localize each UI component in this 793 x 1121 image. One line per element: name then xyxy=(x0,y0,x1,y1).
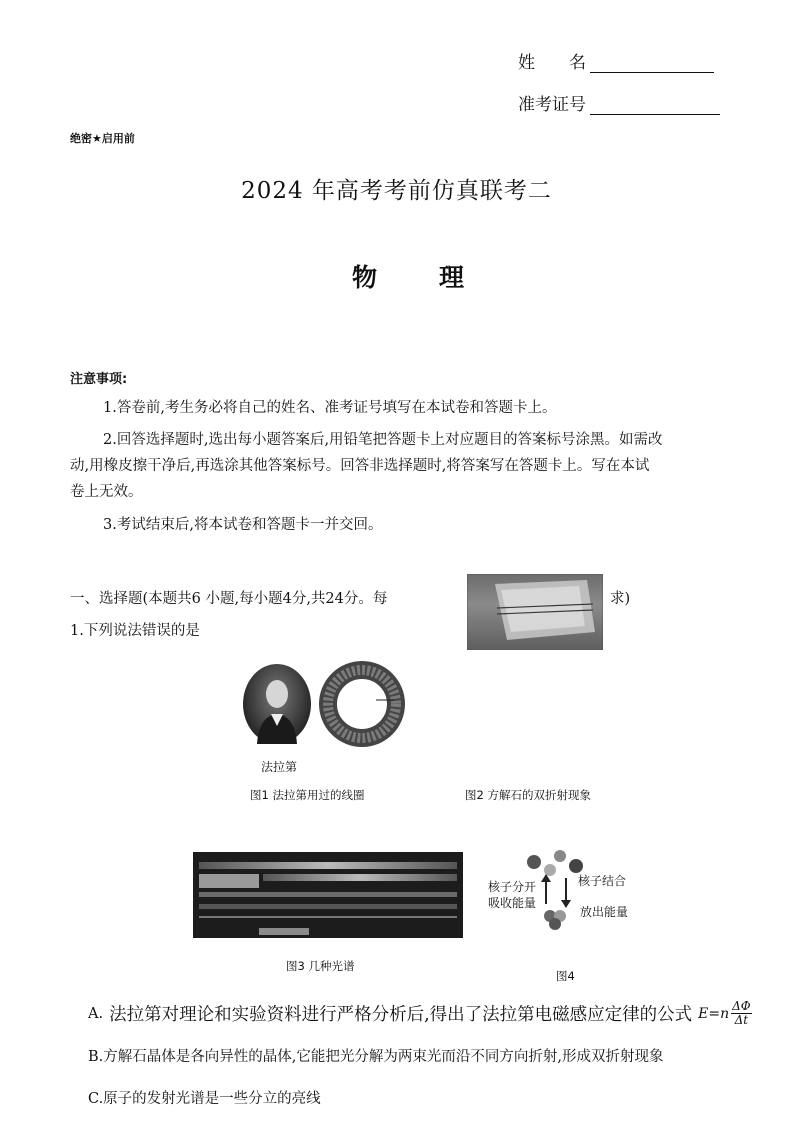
option-b: B.方解石晶体是各向异性的晶体,它能把光分解为两束光而沿不同方向折射,形成双折射现象 xyxy=(88,1049,664,1065)
notice-item-2-line-3: 卷上无效。 xyxy=(70,484,143,500)
calcite-photo xyxy=(467,574,603,650)
exam-title: 2024 年高考考前仿真联考二 xyxy=(241,178,552,204)
notice-item-2-line-1: 2.回答选择题时,选出每小题答案后,用铅笔把答题卡上对应题目的答案标号涂黑。如需改 xyxy=(103,432,663,448)
faraday-figure-image xyxy=(243,664,311,744)
figure-4-caption: 图4 xyxy=(556,969,575,983)
name-blank-line xyxy=(590,54,714,73)
figure-2-caption: 图2 方解石的双折射现象 xyxy=(465,788,591,802)
notice-item-1: 1.答卷前,考生务必将自己的姓名、准考证号填写在本试卷和答题卡上。 xyxy=(103,400,557,416)
section-heading: 一、选择题(本题共6 小题,每小题4分,共24分。每 xyxy=(70,591,388,607)
option-a-text: 法拉第对理论和实验资料进行严格分析后,得出了法拉第电磁感应定律的公式 xyxy=(109,1005,693,1025)
formula-numerator: ΔΦ xyxy=(732,999,751,1013)
calcite-crystal-image xyxy=(467,574,603,650)
notice-heading: 注意事项: xyxy=(70,372,128,387)
id-label: 准考证号 xyxy=(518,95,586,115)
secret-mark: 绝密★启用前 xyxy=(70,132,135,145)
option-c: C.原子的发射光谱是一些分立的亮线 xyxy=(88,1091,321,1107)
fig4-right-label-1: 核子结合 xyxy=(578,874,627,888)
spectra-bands-image xyxy=(193,852,463,938)
id-field-row xyxy=(518,90,720,115)
question-1-stem: 1.下列说法错误的是 xyxy=(70,623,200,639)
faraday-label: 法拉第 xyxy=(261,760,298,774)
name-field-row xyxy=(518,48,714,73)
option-a-label: A. xyxy=(88,1005,104,1022)
faraday-portrait xyxy=(243,664,311,744)
spectra-photo xyxy=(193,852,463,938)
notice-item-3: 3.考试结束后,将本试卷和答题卡一并交回。 xyxy=(103,517,383,533)
formula-fraction xyxy=(731,1000,752,1027)
id-blank-line xyxy=(590,96,720,115)
formula-lhs: E=n xyxy=(698,1005,730,1022)
option-a xyxy=(88,1000,752,1027)
fig4-right-label-2: 放出能量 xyxy=(580,905,629,919)
figure-3-caption: 图3 几种光谱 xyxy=(286,959,355,973)
notice-item-2-line-2: 动,用橡皮擦干净后,再选涂其他答案标号。回答非选择题时,将答案写在答题卡上。写在本试 xyxy=(70,458,650,474)
coil-photo xyxy=(316,660,408,748)
formula-denominator: Δt xyxy=(734,1013,749,1027)
name-label: 姓 名 xyxy=(518,53,586,73)
fig4-left-label-1: 核子分开 xyxy=(488,880,537,894)
subject-title: 物理 xyxy=(352,263,527,292)
ring-coil-image xyxy=(316,660,408,748)
fig4-left-label-2: 吸收能量 xyxy=(488,896,537,910)
section-heading-tail: 求) xyxy=(610,591,631,607)
figure-1-caption: 图1 法拉第用过的线圈 xyxy=(250,788,365,802)
faraday-law-formula xyxy=(698,1000,751,1027)
